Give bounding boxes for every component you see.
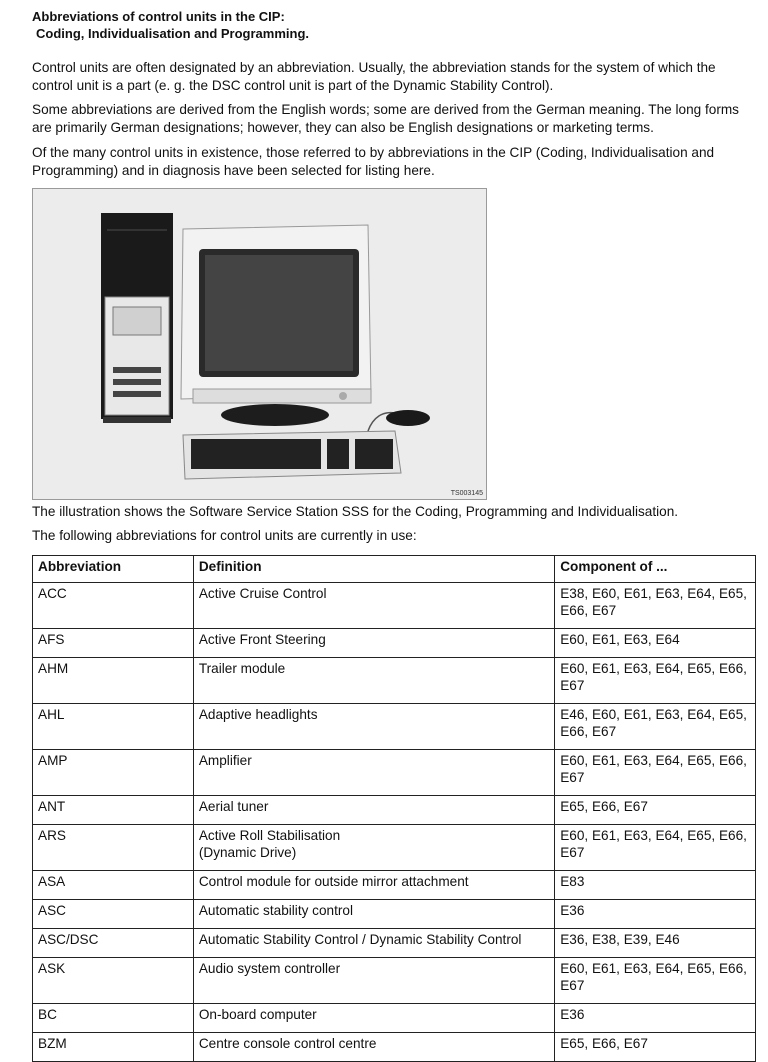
definition-text: Active Cruise Control bbox=[198, 586, 327, 601]
table-row bbox=[33, 900, 756, 929]
cell-component: E60, E61, E63, E64 bbox=[555, 629, 756, 658]
intro-paragraph-3: Of the many control units in existence, those referred to by abbreviations in the CIP (Coding, Individualisation and Programming) and in diagnosis have been selected for listing here. bbox=[32, 145, 715, 178]
definition-text: Trailer module bbox=[198, 661, 286, 676]
header-abbreviation: Abbreviation bbox=[33, 556, 194, 583]
figure-reference-code: TS003145 bbox=[450, 490, 483, 497]
intro-paragraph-1: Control units are often designated by an abbreviation. Usually, the abbreviation stands for the system of which the control unit is a part (e. g. the DSC control unit is part of the Dynamic Stability Control). bbox=[32, 60, 716, 93]
cell-component: E36 bbox=[555, 1004, 756, 1033]
crt-monitor bbox=[181, 225, 371, 426]
cell-component: E36 bbox=[555, 900, 756, 929]
cell-component: E65, E66, E67 bbox=[555, 1033, 756, 1062]
definition-text: Automatic Stability Control / Dynamic Stability Control bbox=[198, 932, 522, 947]
cell-definition bbox=[193, 1033, 554, 1062]
cell-abbreviation: ARS bbox=[33, 825, 194, 871]
cell-component: E60, E61, E63, E64, E65, E66, E67 bbox=[555, 750, 756, 796]
definition-text: Active Front Steering bbox=[198, 632, 326, 647]
cell-definition bbox=[193, 825, 554, 871]
cell-abbreviation: ASK bbox=[33, 958, 194, 1004]
table-body bbox=[33, 583, 756, 1062]
software-service-station-illustration bbox=[32, 188, 487, 500]
cell-abbreviation: AFS bbox=[33, 629, 194, 658]
table-row bbox=[33, 750, 756, 796]
title-line-1: Abbreviations of control units in the CIP: bbox=[32, 9, 285, 24]
table-row bbox=[33, 1004, 756, 1033]
cell-abbreviation: ASC/DSC bbox=[33, 929, 194, 958]
table-row bbox=[33, 825, 756, 871]
cell-abbreviation: ASC bbox=[33, 900, 194, 929]
abbreviations-table bbox=[32, 555, 756, 1062]
cell-abbreviation: BC bbox=[33, 1004, 194, 1033]
cell-abbreviation: AMP bbox=[33, 750, 194, 796]
cell-definition bbox=[193, 629, 554, 658]
definition-text: Adaptive headlights bbox=[198, 707, 318, 722]
document-title bbox=[32, 8, 309, 42]
cell-definition bbox=[193, 796, 554, 825]
cell-definition bbox=[193, 871, 554, 900]
definition-text: Audio system controller bbox=[198, 961, 341, 976]
definition-text: On-board computer bbox=[198, 1007, 317, 1022]
cell-definition bbox=[193, 900, 554, 929]
table-row bbox=[33, 704, 756, 750]
definition-text: Aerial tuner bbox=[198, 799, 269, 814]
cell-component: E36, E38, E39, E46 bbox=[555, 929, 756, 958]
tower-pc bbox=[101, 213, 173, 423]
header-definition: Definition bbox=[193, 556, 554, 583]
cell-component: E83 bbox=[555, 871, 756, 900]
definition-text: Active Roll Stabilisation bbox=[198, 828, 341, 843]
computer-illustration bbox=[33, 189, 486, 499]
cell-definition bbox=[193, 583, 554, 629]
definition-text: Control module for outside mirror attachment bbox=[198, 874, 469, 889]
cell-definition bbox=[193, 929, 554, 958]
figure-caption: The illustration shows the Software Service Station SSS for the Coding, Programming and Individualisation. bbox=[32, 504, 679, 519]
computer-mouse bbox=[368, 410, 430, 431]
table-row bbox=[33, 629, 756, 658]
table-row bbox=[33, 1033, 756, 1062]
intro-paragraph-2: Some abbreviations are derived from the English words; some are derived from the German meaning. The long forms are primarily German designations; however, they can also be English designations or marketing terms. bbox=[32, 102, 739, 135]
definition-text: Automatic stability control bbox=[198, 903, 353, 918]
definition-text-line-2: (Dynamic Drive) bbox=[198, 845, 297, 860]
cell-component: E60, E61, E63, E64, E65, E66, E67 bbox=[555, 658, 756, 704]
header-component: Component of ... bbox=[555, 556, 756, 583]
cell-definition bbox=[193, 704, 554, 750]
cell-abbreviation: AHL bbox=[33, 704, 194, 750]
cell-abbreviation: ANT bbox=[33, 796, 194, 825]
cell-definition bbox=[193, 750, 554, 796]
cell-abbreviation: ACC bbox=[33, 583, 194, 629]
table-row bbox=[33, 871, 756, 900]
definition-text: Amplifier bbox=[198, 753, 252, 768]
table-intro: The following abbreviations for control units are currently in use: bbox=[32, 528, 417, 543]
table-row bbox=[33, 796, 756, 825]
keyboard bbox=[183, 431, 401, 479]
cell-abbreviation: BZM bbox=[33, 1033, 194, 1062]
cell-definition bbox=[193, 958, 554, 1004]
table-row bbox=[33, 583, 756, 629]
table-row bbox=[33, 958, 756, 1004]
table-row bbox=[33, 929, 756, 958]
title-line-2: Coding, Individualisation and Programming. bbox=[36, 26, 310, 41]
cell-component: E38, E60, E61, E63, E64, E65, E66, E67 bbox=[555, 583, 756, 629]
definition-text: Centre console control centre bbox=[198, 1036, 377, 1051]
cell-definition bbox=[193, 658, 554, 704]
cell-abbreviation: ASA bbox=[33, 871, 194, 900]
table-row bbox=[33, 658, 756, 704]
cell-component: E60, E61, E63, E64, E65, E66, E67 bbox=[555, 825, 756, 871]
cell-component: E65, E66, E67 bbox=[555, 796, 756, 825]
cell-component: E46, E60, E61, E63, E64, E65, E66, E67 bbox=[555, 704, 756, 750]
cell-component: E60, E61, E63, E64, E65, E66, E67 bbox=[555, 958, 756, 1004]
cell-abbreviation: AHM bbox=[33, 658, 194, 704]
cell-definition bbox=[193, 1004, 554, 1033]
table-header-row bbox=[33, 556, 756, 583]
